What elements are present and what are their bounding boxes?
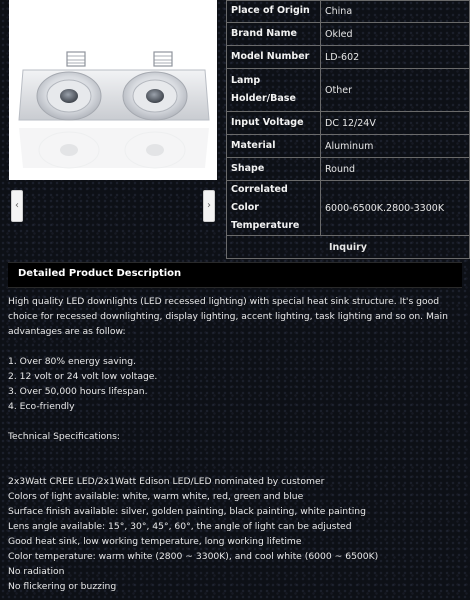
tech-line: No radiation [8, 566, 65, 577]
inquiry-link[interactable]: Inquiry [227, 236, 470, 259]
spec-label: Input Voltage [227, 112, 321, 135]
tech-line: Colors of light available: white, warm white, red, green and blue [8, 491, 304, 502]
advantage-item: 2. 12 volt or 24 volt low voltage. [8, 371, 158, 382]
spec-label: Place of Origin [227, 1, 321, 23]
chevron-left-icon[interactable]: ‹ [11, 190, 23, 222]
tech-line: 2x3Watt CREE LED/2x1Watt Edison LED/LED nominated by customer [8, 476, 325, 487]
description-intro: High quality LED downlights (LED recessed lighting) with special heat sink structure. It's good choice for recessed downlighting, display lighting, accent lighting, task lighting and so on. Main advantages are as follow: [8, 296, 448, 337]
tech-line: No flickering or buzzing [8, 581, 117, 592]
spec-row [227, 158, 470, 181]
spec-value: Aluminum [321, 135, 470, 158]
tech-line: Color temperature: warm white (2800 ~ 3300K), and cool white (6000 ~ 6500K) [8, 551, 379, 562]
spec-row [227, 135, 470, 158]
spec-label: Brand Name [227, 23, 321, 46]
downlight-image [9, 0, 217, 180]
product-photo[interactable] [9, 0, 217, 180]
spec-row [227, 181, 470, 236]
product-description [8, 294, 464, 594]
tech-line: Good heat sink, low working temperature, long working lifetime [8, 536, 302, 547]
spec-label: Lamp Holder/Base [227, 69, 321, 112]
advantage-item: 3. Over 50,000 hours lifespan. [8, 386, 148, 397]
spec-row [227, 1, 470, 23]
spec-value: 6000-6500K.2800-3300K [321, 181, 470, 236]
section-header [8, 262, 462, 288]
spec-value: DC 12/24V [321, 112, 470, 135]
spec-table [226, 0, 470, 259]
spec-value: Round [321, 158, 470, 181]
tech-line: Lens angle available: 15°, 30°, 45°, 60°, the angle of light can be adjusted [8, 521, 352, 532]
spec-label: Shape [227, 158, 321, 181]
inquiry-row [227, 236, 470, 259]
spec-row [227, 46, 470, 69]
advantage-item: 4. Eco-friendly [8, 401, 75, 412]
chevron-right-icon[interactable]: › [203, 190, 215, 222]
spec-value: China [321, 1, 470, 23]
spec-label: Model Number [227, 46, 321, 69]
spec-label: Material [227, 135, 321, 158]
product-gallery [9, 0, 217, 226]
spec-row [227, 112, 470, 135]
thumbnail-strip [9, 184, 217, 226]
tech-line: Surface finish available: silver, golden painting, black painting, white painting [8, 506, 366, 517]
spec-value: LD-602 [321, 46, 470, 69]
advantage-item: 1. Over 80% energy saving. [8, 356, 136, 367]
spec-row [227, 23, 470, 46]
tech-heading: Technical Specifications: [8, 431, 120, 442]
spec-value: Okled [321, 23, 470, 46]
section-title: Detailed Product Description [18, 268, 182, 279]
spec-label: Correlated Color Temperature [227, 181, 321, 236]
spec-row [227, 69, 470, 112]
spec-value: Other [321, 69, 470, 112]
